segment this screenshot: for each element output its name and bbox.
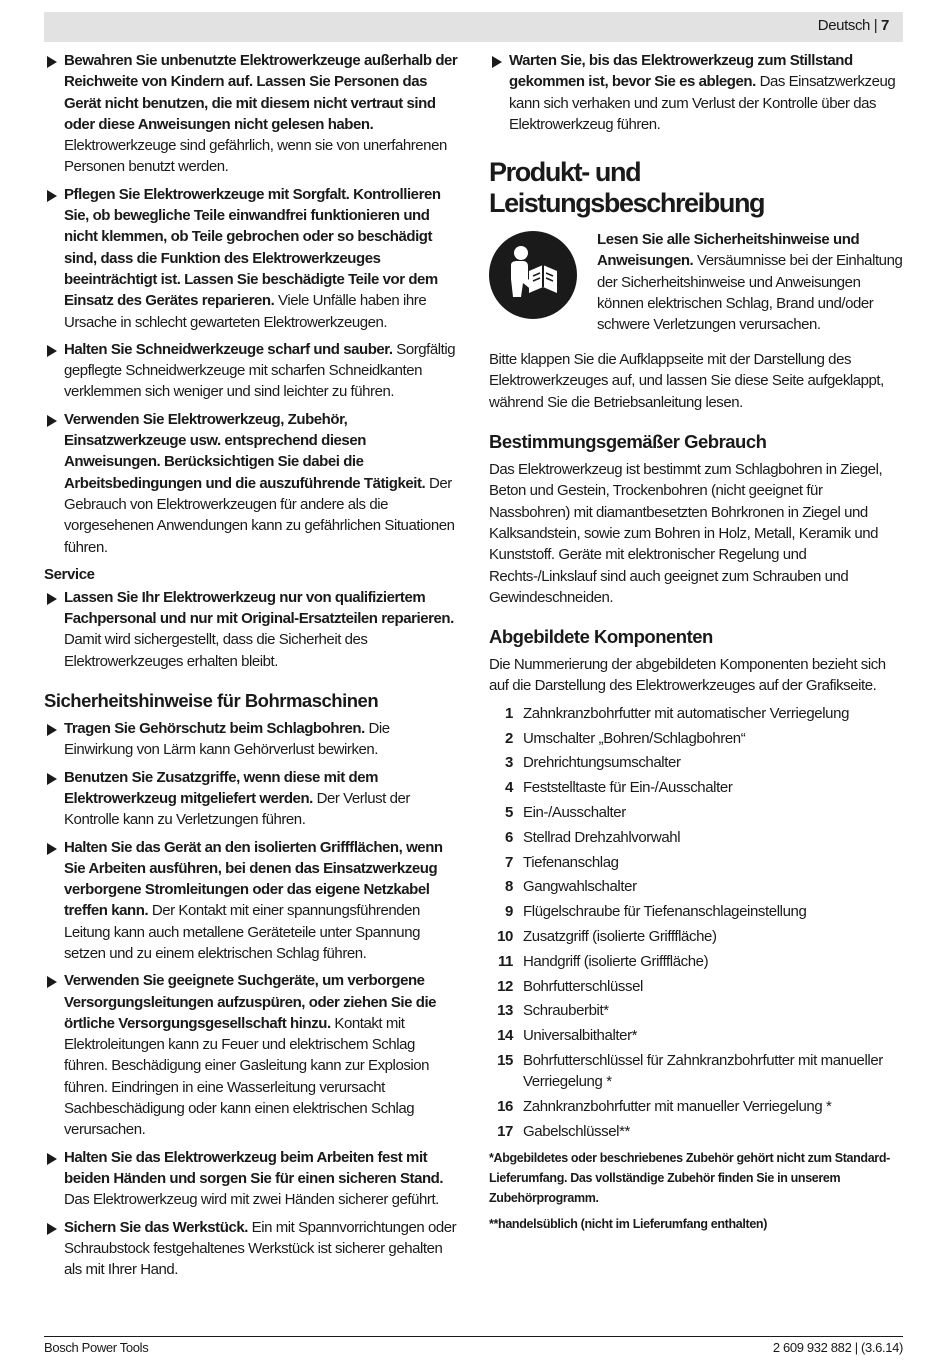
bullet-text: Die Einwirkung von Lärm kann Gehörverlust bewirken. — [64, 720, 390, 759]
service-list — [44, 587, 460, 672]
bullet-text: Der Verlust der Kontrolle kann zu Verletzungen führen. — [64, 789, 410, 829]
bullet-text: Sorgfältig gepflegte Schneidwerkzeuge mit scharfen Schneidkanten verklemmen sich weniger und sind leichter zu führen. — [64, 340, 456, 401]
component-label: Umschalter „Bohren/Schlagbohren“ — [523, 729, 746, 747]
component-number: 11 — [497, 952, 513, 970]
bullet-arrow-icon — [47, 593, 57, 605]
component-label: Bohrfutterschlüssel für Zahnkranzbohrfutter mit manueller Verriegelung * — [523, 1051, 883, 1091]
bullet-item — [44, 837, 460, 965]
header-text — [818, 17, 889, 34]
warning-block — [489, 229, 905, 349]
bullet-bold: Tragen Sie Gehörschutz beim Schlagbohren. — [64, 720, 365, 738]
bullet-arrow-icon — [47, 773, 57, 785]
bullet-arrow-icon — [47, 843, 57, 855]
component-label: Schrauberbit* — [523, 1002, 609, 1020]
left-column — [44, 50, 460, 1286]
components-list — [489, 703, 905, 1142]
bullet-item — [489, 50, 905, 135]
page-header — [44, 12, 903, 42]
bullet-text: Der Kontakt mit einer spannungsführenden Leitung kann auch metallene Geräteteile unter Spannung setzen und zu einem elektrischen Schlag führen. — [64, 902, 420, 962]
bullet-arrow-icon — [47, 1223, 57, 1235]
component-number: 1 — [505, 704, 513, 722]
component-label: Gangwahlschalter — [523, 878, 637, 896]
component-item — [489, 901, 905, 922]
component-label: Zahnkranzbohrfutter mit manueller Verriegelung * — [523, 1098, 832, 1115]
component-item — [489, 777, 905, 798]
bullet-bold: Verwenden Sie geeignete Suchgeräte, um verborgene Versorgungsleitungen aufzuspüren, oder ziehen Sie die örtliche Versorgungsgesellschaft hinzu. — [64, 972, 437, 1032]
bullet-bold: Bewahren Sie unbenutzte Elektrowerkzeuge außerhalb der Reichweite von Kindern auf. Lassen Sie Personen das Gerät nicht benutzen, die mit diesem nicht vertraut sind oder diese Anweisungen nicht gelesen haben. — [64, 52, 458, 133]
bullet-arrow-icon — [47, 415, 57, 427]
warning-text — [597, 229, 905, 335]
component-label: Zahnkranzbohrfutter mit automatischer Verriegelung — [523, 704, 850, 722]
component-label: Drehrichtungsumschalter — [523, 754, 681, 772]
bullet-bold: Warten Sie, bis das Elektrowerkzeug zum Stillstand gekommen ist, bevor Sie es ablegen. — [509, 52, 853, 91]
bullet-text: Ein mit Spannvorrichtungen oder Schraubstock festgehaltenes Werkstück ist sicherer gehalten als mit Ihrer Hand. — [64, 1218, 457, 1279]
component-label: Tiefenanschlag — [523, 853, 619, 871]
drill-safety-heading: Sicherheitshinweise für Bohrmaschinen — [44, 690, 379, 712]
bullet-text: Der Gebrauch von Elektrowerkzeugen für andere als die vorgesehenen Anwendungen kann zu gefährlichen Situationen führen. — [64, 474, 455, 556]
bullet-arrow-icon — [47, 1153, 57, 1165]
component-item — [489, 951, 905, 972]
component-number: 9 — [505, 903, 513, 921]
bullet-arrow-icon — [47, 190, 57, 202]
footer-brand: Bosch Power Tools — [44, 1340, 149, 1355]
component-item — [489, 1025, 905, 1046]
bullet-item — [44, 767, 460, 831]
drill-safety-list — [44, 718, 460, 1280]
components-heading: Abgebildete Komponenten — [489, 626, 713, 648]
service-heading: Service — [44, 565, 95, 583]
component-item — [489, 728, 905, 749]
component-number: 4 — [505, 779, 513, 797]
component-number: 8 — [505, 878, 513, 896]
bullet-bold: Sichern Sie das Werkstück. — [64, 1218, 248, 1236]
bullet-bold: Pflegen Sie Elektrowerkzeuge mit Sorgfalt. Kontrollieren Sie, ob bewegliche Teile einwandfrei funktionieren und nicht klemmen, ob Teile gebrochen oder so beschädigt sind, dass die Funktion des Elektrowerkzeuges beeinträchtigt ist. Lassen Sie beschädigte Teile vor dem Einsatz des Gerätes reparieren. — [64, 185, 441, 310]
bullet-text: Damit wird sichergestellt, dass die Sicherheit des Elektrowerkzeuges erhalten bleibt. — [64, 631, 368, 670]
component-number: 2 — [505, 729, 513, 747]
bullet-bold: Benutzen Sie Zusatzgriffe, wenn diese mit dem Elektrowerkzeug mitgeliefert werden. — [64, 768, 378, 807]
component-item — [489, 1121, 905, 1142]
bullet-bold: Lassen Sie Ihr Elektrowerkzeug nur von qualifiziertem Fachpersonal und nur mit Original-Ersatzteilen reparieren. — [64, 588, 454, 628]
intended-use-text: Das Elektrowerkzeug ist bestimmt zum Schlagbohren in Ziegel, Beton und Gestein, Trockenbohren (nicht geeignet für Nassbohren) mit diamantbesetzten Bohrkronen in Ziegel und Kalksandstein, sowie zum Bohren in Holz, Metall, Keramik und Kunststoff. Geräte mit elektronischer Regelung und Rechts-/Linkslauf sind auch geeignet zum Schrauben und Gewindeschneiden. — [489, 461, 883, 606]
fold-out-text: Bitte klappen Sie die Aufklappseite mit der Darstellung des Elektrowerkzeuges auf, und lassen Sie diese Seite aufgeklappt, während Sie die Betriebsanleitung lesen. — [489, 351, 884, 411]
component-label: Bohrfutterschlüssel — [523, 977, 643, 995]
component-number: 16 — [497, 1098, 513, 1115]
section-title: Produkt- und Leistungsbeschreibung — [489, 157, 765, 219]
read-manual-icon — [489, 231, 577, 319]
bullet-item — [44, 970, 460, 1140]
component-number: 17 — [497, 1122, 513, 1140]
component-number: 10 — [497, 927, 513, 945]
component-item — [489, 852, 905, 873]
bullet-arrow-icon — [47, 976, 57, 988]
component-item — [489, 752, 905, 773]
bullet-arrow-icon — [47, 345, 57, 357]
right-column — [489, 50, 905, 1234]
header-language: Deutsch — [817, 17, 870, 34]
component-item — [489, 926, 905, 947]
footer-rule — [44, 1336, 903, 1337]
bullet-arrow-icon — [47, 724, 57, 736]
warning-body: Versäumnisse bei der Einhaltung der Sicherheitshinweise und Anweisungen können elektrischen Schlag, Brand und/oder schwere Verletzungen verursachen. — [597, 252, 903, 334]
footnote-accessories: *Abgebildetes oder beschriebenes Zubehör gehört nicht zum Standard-Lieferumfang. Das vollständige Zubehör finden Sie in unserem Zubehörprogramm. — [489, 1151, 890, 1206]
bullet-bold: Verwenden Sie Elektrowerkzeug, Zubehör, Einsatzwerkzeuge usw. entsprechend diesen Anweisungen. Berücksichtigen Sie dabei die Arbeitsbedingungen und die auszuführende Tätigkeit. — [64, 410, 426, 492]
component-number: 12 — [497, 977, 513, 995]
component-number: 13 — [497, 1002, 513, 1020]
footer-docnumber: 2 609 932 882 | (3.6.14) — [772, 1340, 903, 1355]
bullet-text: Kontakt mit Elektroleitungen kann zu Feuer und elektrischem Schlag führen. Beschädigung einer Gasleitung kann zur Explosion führen. Eindringen in eine Wasserleitung verursacht Sachbeschädigung oder kann einen elektrischen Schlag verursachen. — [64, 1014, 430, 1139]
component-number: 3 — [505, 754, 513, 772]
component-number: 15 — [497, 1051, 513, 1069]
intended-use-heading: Bestimmungsgemäßer Gebrauch — [489, 431, 767, 453]
component-label: Feststelltaste für Ein-/Ausschalter — [523, 779, 733, 797]
bullet-text: Viele Unfälle haben ihre Ursache in schlecht gewarteten Elektrowerkzeugen. — [64, 292, 427, 331]
bullet-bold: Halten Sie das Gerät an den isolierten Griffflächen, wenn Sie Arbeiten ausführen, bei denen das Einsatzwerkzeug verborgene Stromleitungen oder das eigene Netzkabel treffen kann. — [64, 838, 443, 920]
component-label: Handgriff (isolierte Grifffläche) — [523, 952, 709, 970]
header-separator: | — [870, 17, 882, 34]
left-safety-list — [44, 50, 460, 558]
right-safety-list — [489, 50, 905, 135]
footnote-commercial: **handelsüblich (nicht im Lieferumfang enthalten) — [489, 1217, 768, 1232]
bullet-item — [44, 718, 460, 761]
components-intro: Die Nummerierung der abgebildeten Komponenten bezieht sich auf die Darstellung des Elektrowerkzeuges auf der Grafikseite. — [489, 656, 886, 695]
bullet-text: Das Elektrowerkzeug wird mit zwei Händen sicherer geführt. — [64, 1191, 439, 1209]
bullet-item — [44, 50, 460, 178]
bullet-item — [44, 409, 460, 558]
bullet-bold: Halten Sie Schneidwerkzeuge scharf und sauber. — [64, 340, 393, 358]
warning-bold: Lesen Sie alle Sicherheitshinweise und Anweisungen. — [597, 231, 860, 270]
component-label: Zusatzgriff (isolierte Grifffläche) — [523, 927, 717, 945]
component-item — [489, 876, 905, 897]
bullet-item — [44, 1217, 460, 1281]
bullet-arrow-icon — [47, 56, 57, 68]
bullet-item — [44, 1147, 460, 1211]
bullet-item — [44, 339, 460, 403]
component-label: Stellrad Drehzahlvorwahl — [523, 828, 681, 846]
component-number: 7 — [505, 853, 513, 871]
component-number: 6 — [505, 828, 513, 846]
bullet-arrow-icon — [492, 56, 502, 68]
component-item — [489, 802, 905, 823]
component-label: Universalbithalter* — [523, 1027, 638, 1045]
component-number: 5 — [505, 803, 513, 821]
bullet-item — [44, 587, 460, 672]
page-number: 7 — [881, 17, 889, 34]
component-item — [489, 1000, 905, 1021]
component-label: Gabelschlüssel** — [523, 1122, 630, 1140]
component-item — [489, 976, 905, 997]
bullet-bold: Halten Sie das Elektrowerkzeug beim Arbeiten fest mit beiden Händen und sorgen Sie für einen sicheren Stand. — [64, 1148, 444, 1187]
component-item — [489, 1096, 905, 1117]
component-item — [489, 827, 905, 848]
component-label: Ein-/Ausschalter — [523, 803, 626, 821]
component-number: 14 — [497, 1027, 513, 1045]
component-label: Flügelschraube für Tiefenanschlageinstellung — [523, 903, 807, 921]
bullet-text: Das Einsatzwerkzeug kann sich verhaken und zum Verlust der Kontrolle über das Elektrowerkzeug führen. — [509, 73, 896, 133]
component-item — [489, 1050, 905, 1093]
bullet-item — [44, 184, 460, 333]
component-item — [489, 703, 905, 724]
bullet-text: Elektrowerkzeuge sind gefährlich, wenn sie von unerfahrenen Personen benutzt werden. — [64, 137, 447, 176]
